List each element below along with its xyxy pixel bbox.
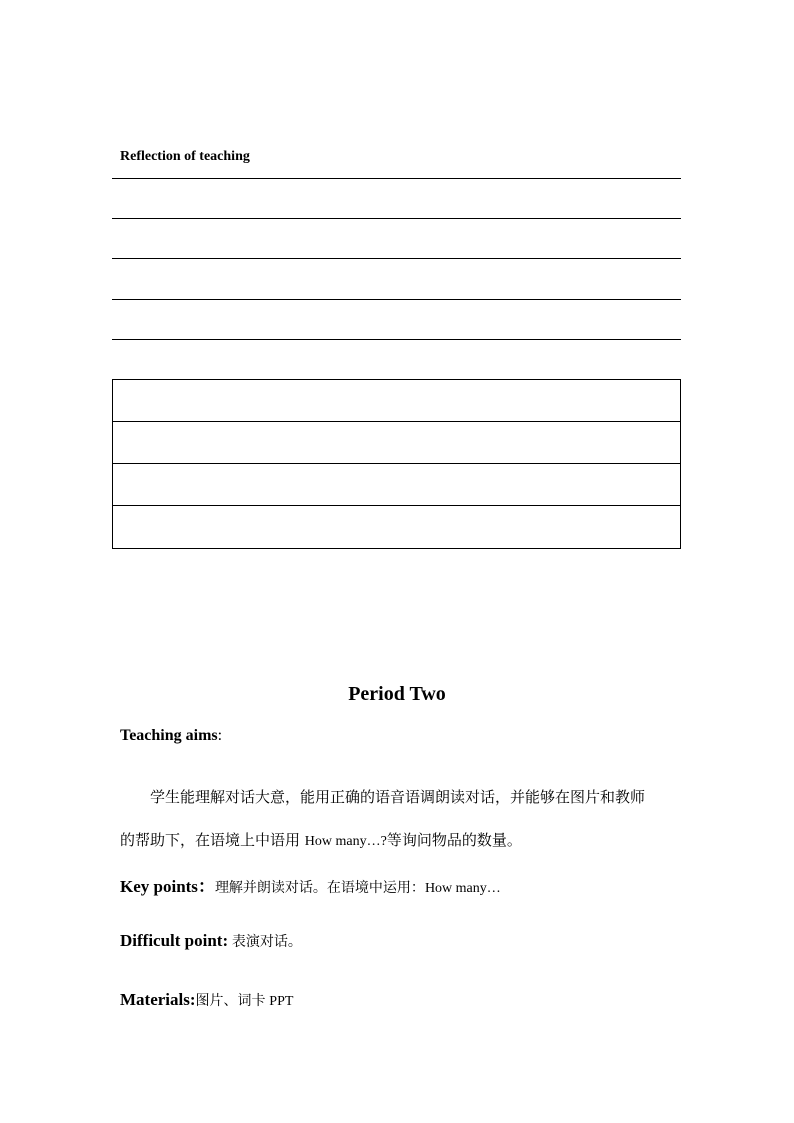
aims-line2-phrase: How many…?: [304, 834, 387, 849]
difficult-point-label: Difficult point:: [120, 931, 229, 950]
key-points-phrase: How many…: [424, 881, 501, 896]
difficult-point-value: 表演对话。: [231, 934, 302, 950]
writing-line: [112, 178, 681, 179]
materials: [120, 990, 293, 1010]
teaching-aims-heading: [120, 727, 222, 745]
table-row: [113, 422, 680, 464]
writing-line: [112, 339, 681, 340]
aims-line2-text: 的帮助下，在语境上中语用: [120, 831, 301, 849]
teaching-aims-colon: :: [217, 727, 223, 744]
table-row: [113, 506, 680, 547]
writing-line: [112, 299, 681, 300]
materials-ppt: PPT: [269, 994, 294, 1009]
aims-line2-end: 等询问物品的数量。: [386, 831, 522, 849]
empty-table: [112, 379, 681, 549]
aims-paragraph-line-2: [120, 829, 522, 850]
table-row: [113, 464, 680, 506]
materials-label: Materials:: [120, 990, 196, 1009]
materials-value: 图片、词卡: [195, 993, 266, 1009]
writing-line: [112, 218, 681, 219]
writing-line: [112, 258, 681, 259]
aims-paragraph-line-1: 学生能理解对话大意，能用正确的语音语调朗读对话，并能够在图片和教师: [150, 788, 646, 806]
key-points-value: 理解并朗读对话。在语境中运用：: [214, 880, 425, 896]
reflection-title: Reflection of teaching: [120, 149, 250, 164]
table-row: [113, 380, 680, 422]
key-points-colon: ：: [197, 877, 215, 896]
teaching-aims-label: Teaching aims: [120, 727, 218, 744]
period-title: Period Two: [348, 683, 446, 705]
difficult-point: [120, 931, 302, 951]
key-points: [120, 872, 501, 897]
key-points-label: Key points: [120, 877, 198, 896]
